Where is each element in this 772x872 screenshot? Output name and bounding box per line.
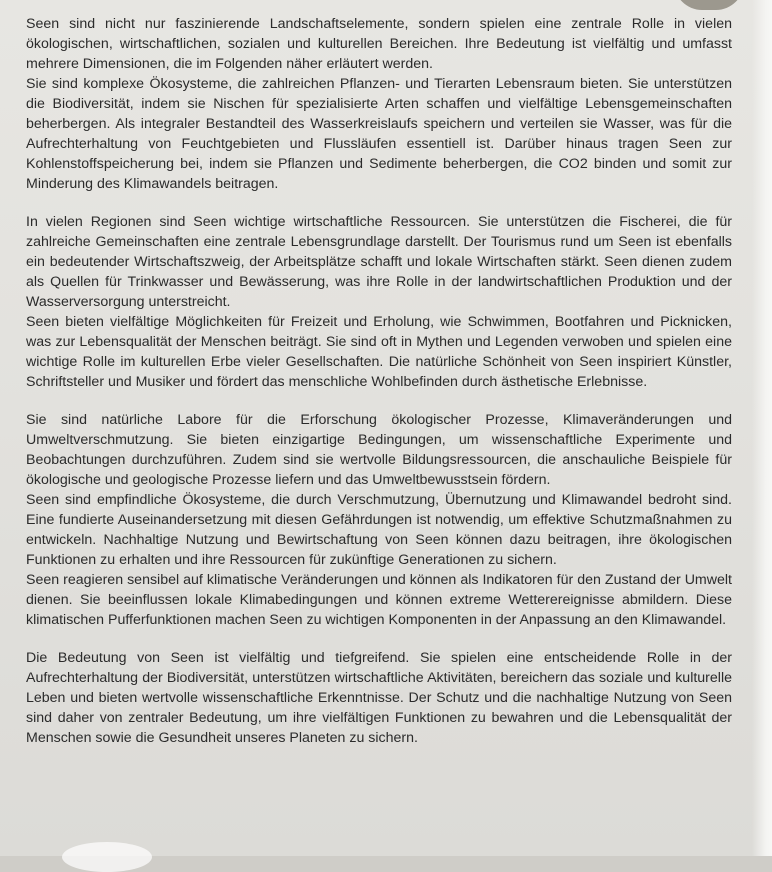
paragraph-economy: In vielen Regionen sind Seen wichtige wirtschaftliche Ressourcen. Sie unterstützen die Fischerei, die für zahlreiche Gemeinschaften eine zentrale Lebensgrundlage darstellt. Der Tourismus rund um Seen ist ebenfalls ein bedeutender Wirtschaftszweig, der Arbeitsplätze schafft und lokale Wirtschaften stärkt. Seen dienen zudem als Quellen für Trinkwasser und Bewässerung, was ihre Rolle in der landwirtschaftlichen Produktion und der Wasserversorgung unterstreicht. (26, 214, 732, 310)
paragraph-ecosystem: Sie sind komplexe Ökosysteme, die zahlreichen Pflanzen- und Tierarten Lebensraum bieten. Sie unterstützen die Biodiversität, indem sie Nischen für spezialisierte Arten schaffen und vielfältige Lebensgemeinschaften beherbergen. Als integraler Bestandteil des Wasserkreislaufs speichern und verteilen sie Wasser, was für die Aufrechterhaltung von Feuchtgebieten und Flussläufen essentiell ist. Darüber hinaus tragen Seen zur Kohlenstoffspeicherung bei, indem sie Pflanzen und Sedimente beherbergen, die CO2 binden und somit zur Minderung des Klimawandels beitragen. (26, 76, 732, 192)
paragraph-conclusion: Die Bedeutung von Seen ist vielfältig und tiefgreifend. Sie spielen eine entscheidende Rolle in der Aufrechterhaltung der Biodiversität, unterstützen wirtschaftliche Aktivitäten, bereichern das soziale und kulturelle Leben und bieten wertvolle wissenschaftliche Erkenntnisse. Der Schutz und die nachhaltige Nutzung von Seen sind daher von zentraler Bedeutung, um ihre vielfältigen Funktionen zu bewahren und die Lebensqualität der Menschen sowie die Gesundheit unseres Planeten zu sichern. (26, 650, 732, 746)
paragraph-leisure-culture: Seen bieten vielfältige Möglichkeiten für Freizeit und Erholung, wie Schwimmen, Bootfahren und Picknicken, was zur Lebensqualität der Menschen beiträgt. Sie sind oft in Mythen und Legenden verwoben und spielen eine wichtige Rolle im kulturellen Erbe vieler Gesellschaften. Die natürliche Schönheit von Seen inspiriert Künstler, Schriftsteller und Musiker und fördert das menschliche Wohlbefinden durch ästhetische Erlebnisse. (26, 314, 732, 390)
document-body (26, 14, 732, 748)
page-edge (752, 0, 772, 856)
bottom-illustration (62, 842, 152, 872)
paragraph-climate: Seen reagieren sensibel auf klimatische Veränderungen und können als Indikatoren für den Zustand der Umwelt dienen. Sie beeinflussen lokale Klimabedingungen und können extreme Wetterereignisse abmildern. Diese klimatischen Pufferfunktionen machen Seen zu wichtigen Komponenten in der Anpassung an den Klimawandel. (26, 572, 732, 628)
paragraph-science: Sie sind natürliche Labore für die Erforschung ökologischer Prozesse, Klimaveränderungen und Umweltverschmutzung. Sie bieten einzigartige Bedingungen, um wissenschaftliche Experimente und Beobachtungen durchzuführen. Zudem sind sie wertvolle Bildungsressourcen, die anschauliche Beispiele für ökologische und geologische Prozesse liefern und das Umweltbewusstsein fördern. (26, 412, 732, 488)
paragraph-intro: Seen sind nicht nur faszinierende Landschaftselemente, sondern spielen eine zentrale Rolle in vielen ökologischen, wirtschaftlichen, sozialen und kulturellen Bereichen. Ihre Bedeutung ist vielfältig und umfasst mehrere Dimensionen, die im Folgenden näher erläutert werden. (26, 16, 732, 72)
corner-illustration (674, 0, 744, 10)
paragraph-threats: Seen sind empfindliche Ökosysteme, die durch Verschmutzung, Übernutzung und Klimawandel bedroht sind. Eine fundierte Auseinandersetzung mit diesen Gefährdungen ist notwendig, um effektive Schutzmaßnahmen zu entwickeln. Nachhaltige Nutzung und Bewirtschaftung von Seen können dazu beitragen, ihre ökologischen Funktionen zu erhalten und ihre Ressourcen für zukünftige Generationen zu sichern. (26, 492, 732, 568)
